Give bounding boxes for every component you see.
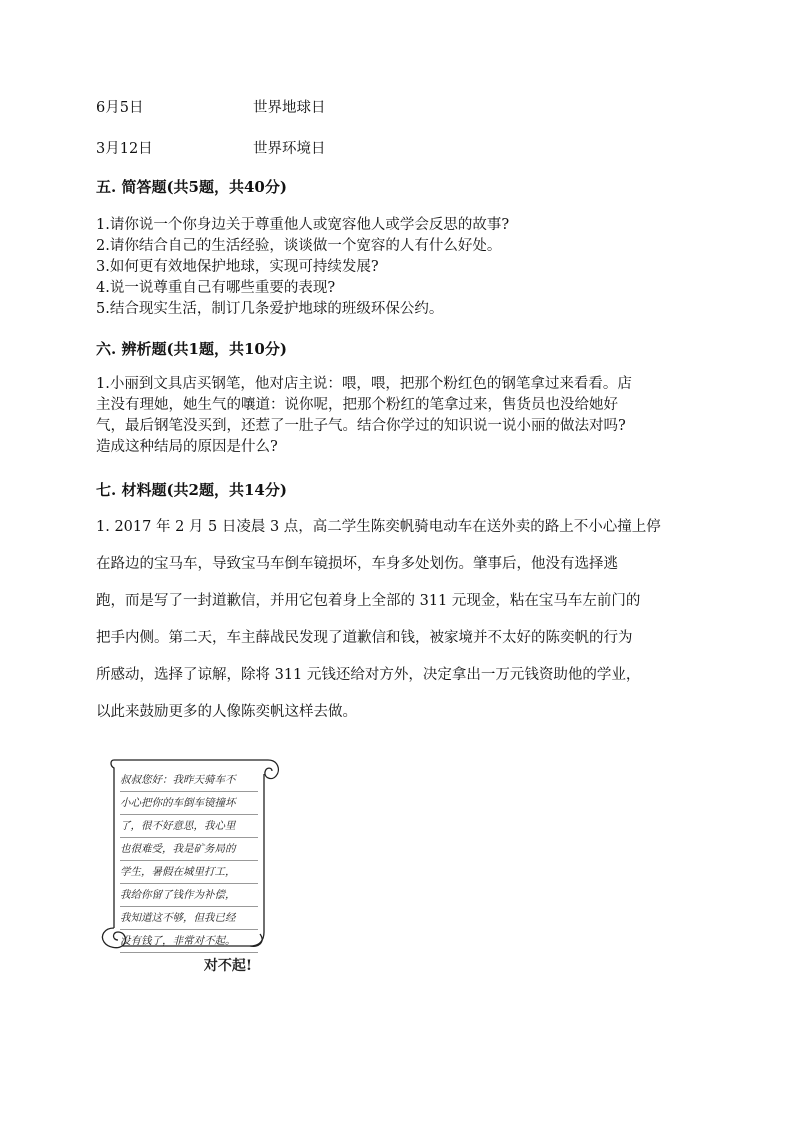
- paragraph-line: 把手内侧。第二天，车主薛战民发现了道歉信和钱，被家境并不太好的陈奕帆的行为: [96, 630, 633, 646]
- section-6-heading: 六. 辨析题(共1题，共10分): [96, 340, 287, 358]
- letter-signature: 对不起!: [203, 958, 252, 974]
- section-6-question: [96, 374, 696, 458]
- section-7-heading: 七. 材料题(共2题，共14分): [96, 481, 287, 499]
- paragraph-line: 以此来鼓励更多的人像陈奕帆这样去做。: [96, 704, 357, 720]
- paragraph-line: 跑，而是写了一封道歉信，并用它包着身上全部的 311 元现金，粘在宝马车左前门的: [96, 593, 641, 609]
- letter-line: 了，很不好意思，我心里: [120, 815, 258, 838]
- letter-line: 也很难受，我是矿务局的: [120, 838, 258, 861]
- letter-text: [120, 769, 258, 977]
- letter-line: 没有钱了，非常对不起。: [120, 930, 258, 953]
- match-event-1: 世界地球日: [253, 100, 326, 116]
- paragraph-line: 1. 2017 年 2 月 5 日凌晨 3 点，高二学生陈奕帆骑电动车在送外卖的路上不小心撞上停: [96, 519, 661, 535]
- letter-line: 叔叔您好：我昨天骑车不: [120, 769, 258, 792]
- match-event-2: 世界环境日: [253, 141, 326, 157]
- paragraph-line: 所感动，选择了谅解，除将 311 元钱还给对方外，决定拿出一万元钱资助他的学业，: [96, 667, 641, 683]
- paragraph-line: 1.小丽到文具店买钢笔，他对店主说：喂，喂，把那个粉红色的钢笔拿过来看看。店: [96, 376, 632, 392]
- letter-line: 小心把你的车倒车镜撞坏: [120, 792, 258, 815]
- section-5-question: 4.说一说尊重自己有哪些重要的表现?: [96, 280, 336, 296]
- section-5-question: 1.请你说一个你身边关于尊重他人或宽容他人或学会反思的故事?: [96, 217, 510, 233]
- paragraph-line: 造成这种结局的原因是什么?: [96, 439, 278, 455]
- paragraph-line: 主没有理她，她生气的嚷道：说你呢，把那个粉红的笔拿过来，售货员也没给她好: [96, 397, 618, 413]
- apology-letter-scroll: [100, 756, 282, 974]
- letter-line: 我给你留了钱作为补偿，: [120, 884, 258, 907]
- letter-line: 学生，暑假在城里打工，: [120, 861, 258, 884]
- paragraph-line: 在路边的宝马车，导致宝马车倒车镜损坏，车身多处划伤。肇事后，他没有选择逃: [96, 556, 618, 572]
- section-5-question: 2.请你结合自己的生活经验，谈谈做一个宽容的人有什么好处。: [96, 238, 502, 254]
- section-7-material: [96, 509, 696, 731]
- section-5-heading: 五. 简答题(共5题，共40分): [96, 178, 287, 196]
- paragraph-line: 气，最后钢笔没买到，还惹了一肚子气。结合你学过的知识说一说小丽的做法对吗?: [96, 418, 626, 434]
- section-5-question: 3.如何更有效地保护地球，实现可持续发展?: [96, 259, 379, 275]
- section-5-question: 5.结合现实生活，制订几条爱护地球的班级环保公约。: [96, 301, 444, 317]
- match-date-2: 3月12日: [96, 141, 153, 157]
- match-date-1: 6月5日: [96, 100, 144, 116]
- letter-line: 我知道这不够，但我已经: [120, 907, 258, 930]
